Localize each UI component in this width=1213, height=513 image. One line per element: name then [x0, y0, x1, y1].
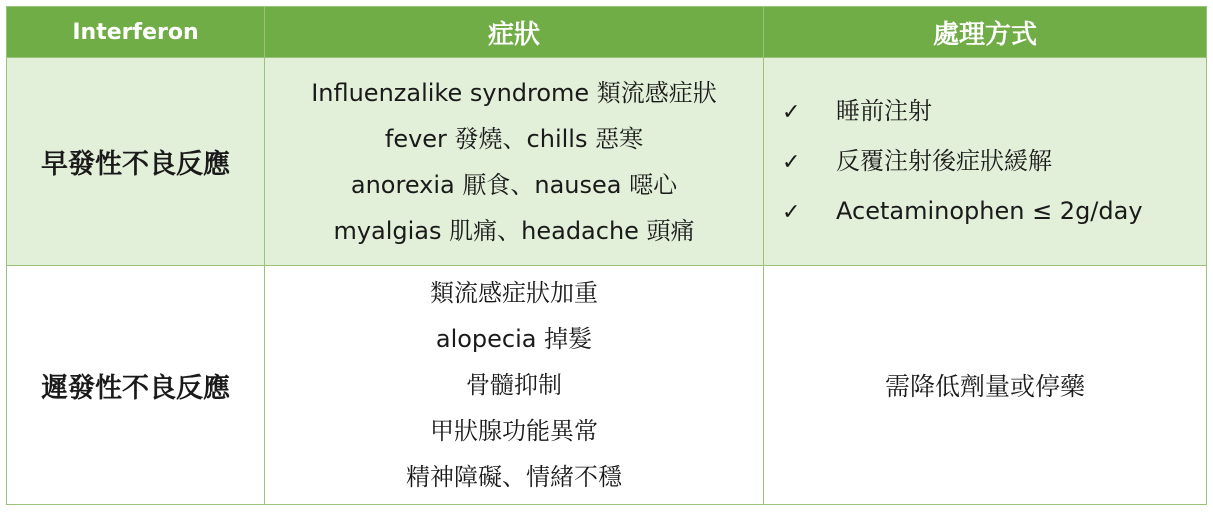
management-item: Acetaminophen ≤ 2g/day: [836, 196, 1143, 225]
row-label-early: 早發性不良反應: [7, 58, 265, 266]
symptoms-cell-early: [265, 58, 764, 266]
header-interferon: Interferon: [7, 7, 265, 58]
symptoms-cell-late: [265, 266, 764, 505]
symptom-line: alopecia 掉髮: [435, 325, 593, 353]
management-item: 反覆注射後症狀緩解: [836, 146, 1052, 175]
header-symptoms: 症狀: [265, 7, 764, 58]
check-mark-icon: ✓: [782, 99, 801, 125]
list-item: [782, 187, 1206, 237]
symptom-line: myalgias 肌痛、headache 頭痛: [333, 216, 695, 245]
symptom-line: 類流感症狀加重: [430, 279, 598, 307]
symptom-line: 精神障礙、情緒不穩: [406, 463, 622, 491]
table-row-late: [7, 266, 1207, 505]
row-label-late: 遲發性不良反應: [7, 266, 265, 505]
check-mark-icon: ✓: [782, 149, 801, 175]
symptom-line: fever 發燒、chills 惡寒: [384, 124, 644, 153]
symptom-line: Influenzalike syndrome 類流感症狀: [311, 78, 717, 107]
management-list: [764, 87, 1206, 237]
list-item: [782, 137, 1206, 187]
symptom-line: 骨髓抑制: [466, 371, 562, 399]
table-row-early: [7, 58, 1207, 266]
table-header-row: [7, 7, 1207, 58]
management-item: 睡前注射: [836, 96, 932, 125]
management-cell-late: 需降低劑量或停藥: [764, 266, 1207, 505]
management-cell-early: [764, 58, 1207, 266]
interferon-adverse-effects-table: [6, 6, 1207, 505]
list-item: [782, 87, 1206, 137]
check-mark-icon: ✓: [782, 199, 801, 225]
symptom-line: anorexia 厭食、nausea 噁心: [350, 170, 678, 199]
header-management: 處理方式: [764, 7, 1207, 58]
symptom-line: 甲狀腺功能異常: [430, 417, 598, 445]
